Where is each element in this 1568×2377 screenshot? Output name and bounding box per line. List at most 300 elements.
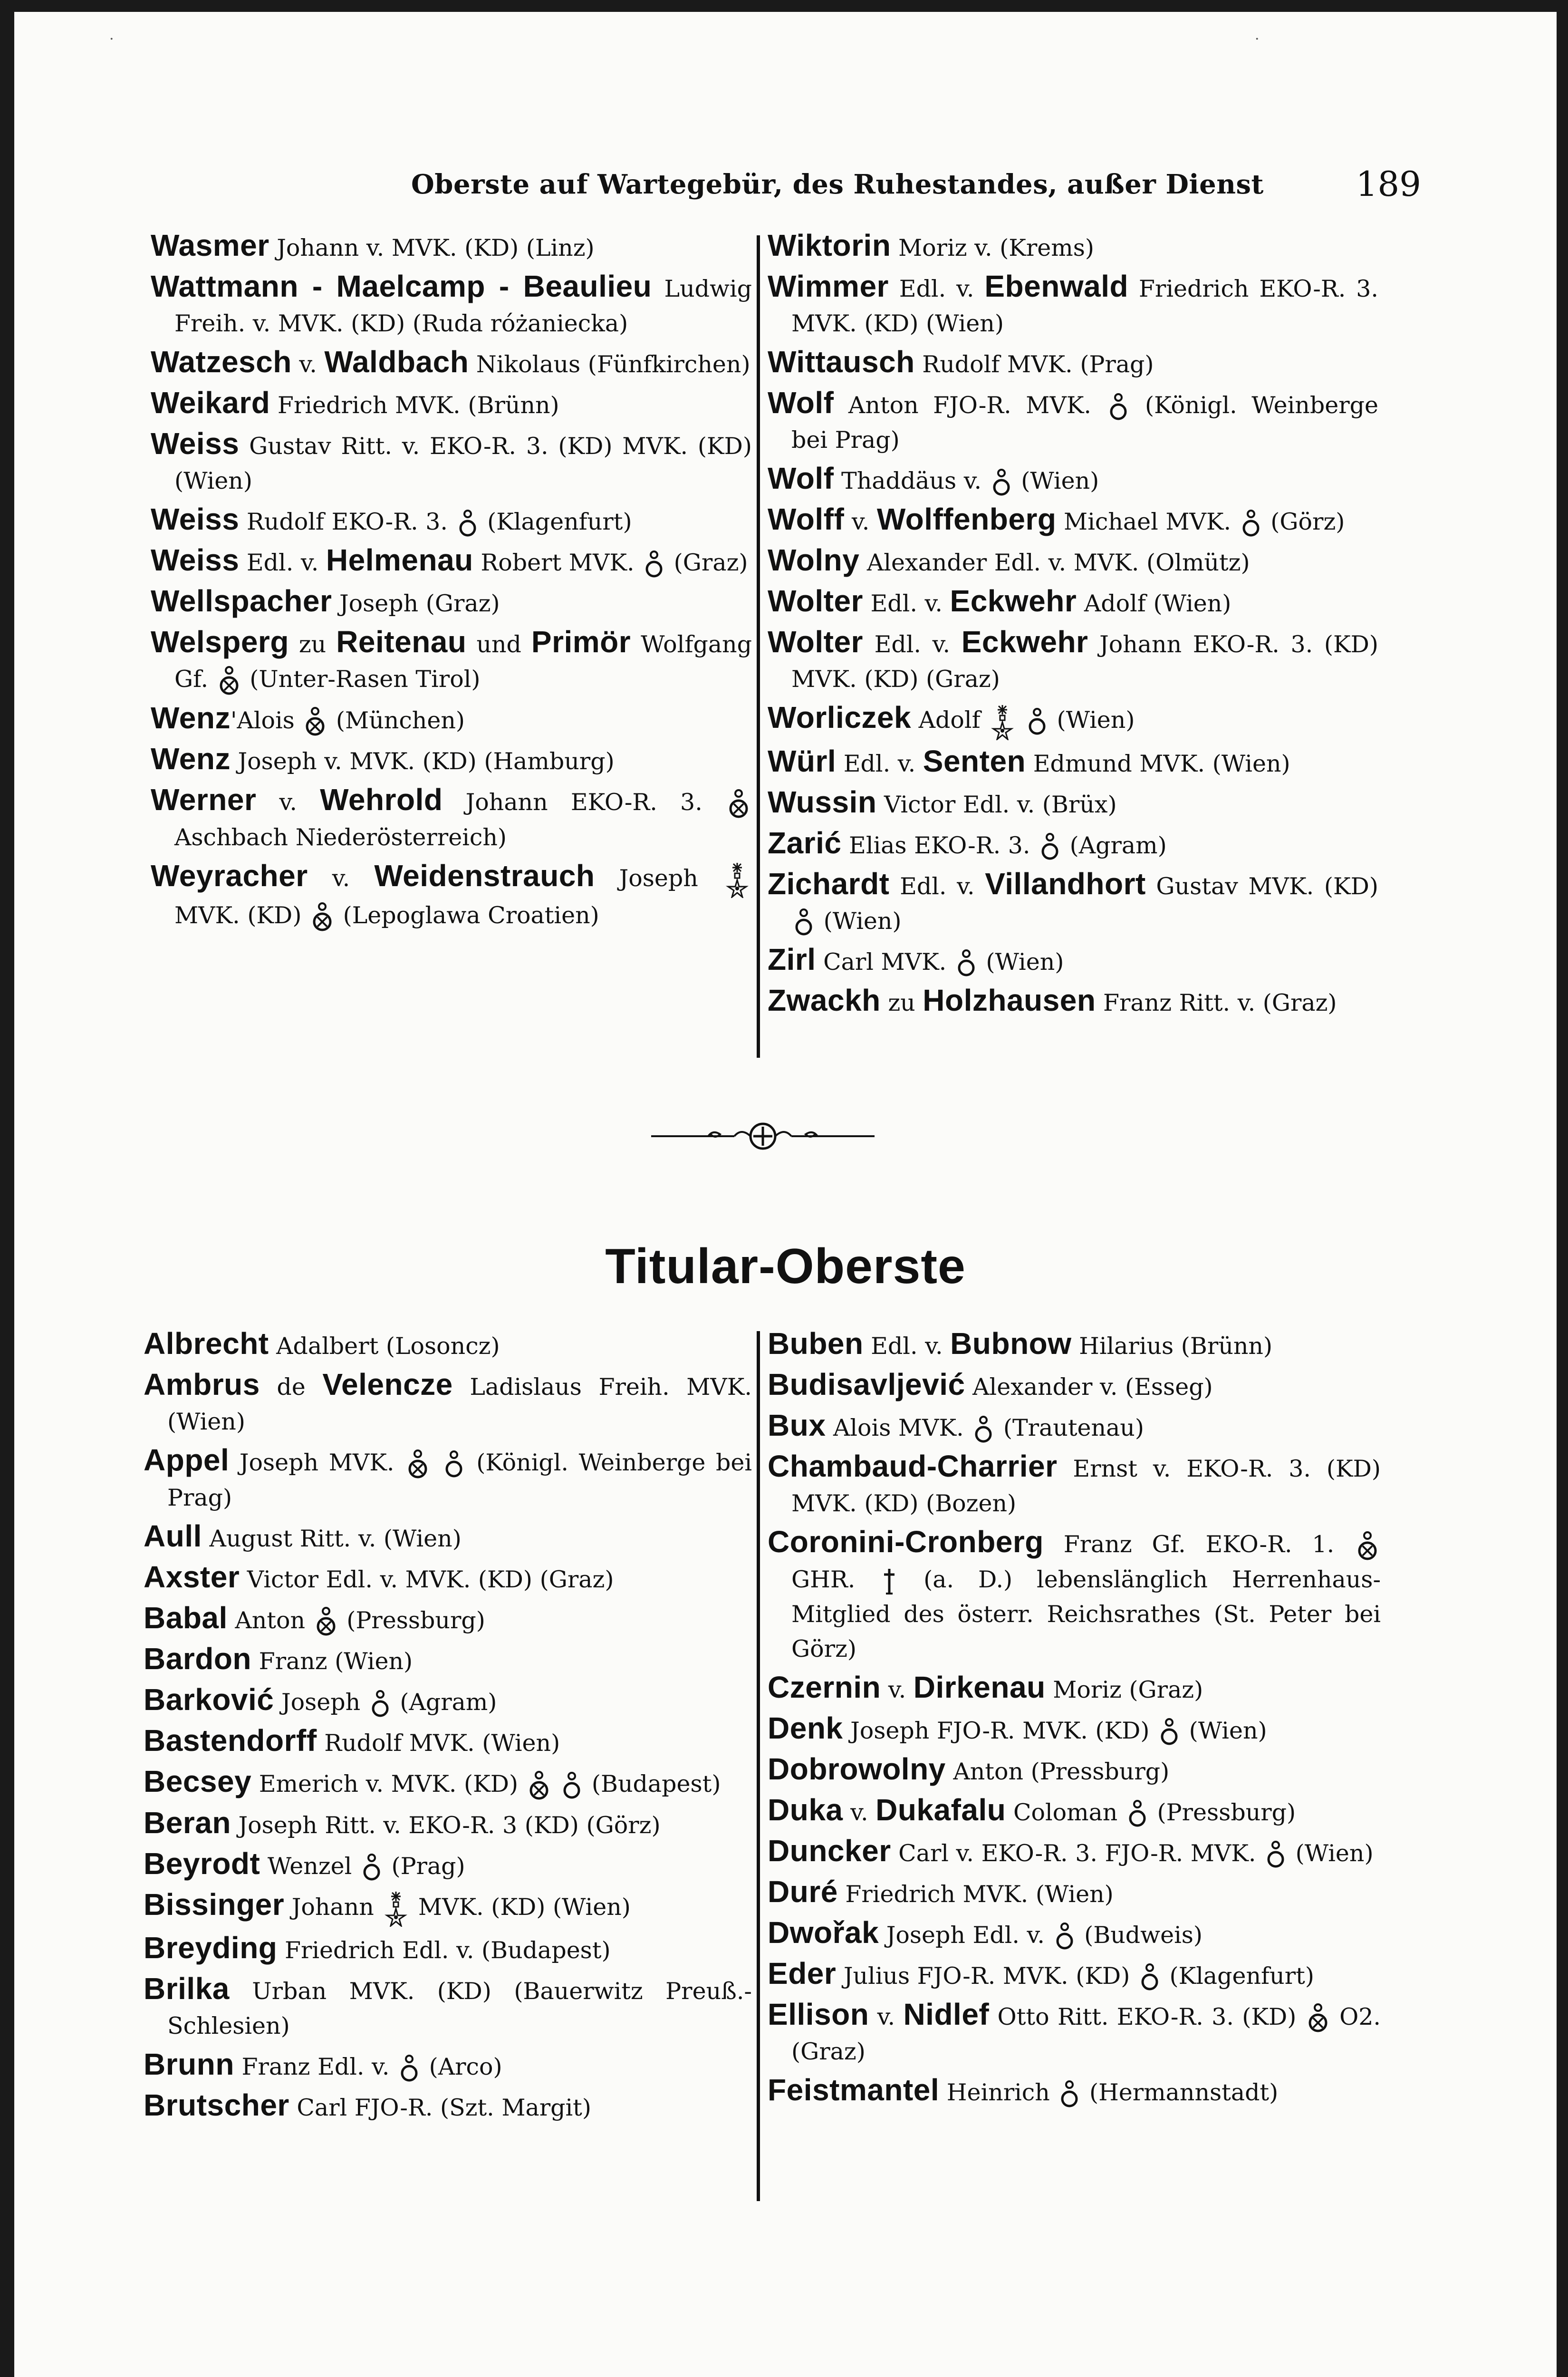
entry-surname: Wiktorin bbox=[768, 228, 891, 262]
entry-detail: (Königl. Weinberge bei Prag) bbox=[791, 392, 1378, 454]
entry-surname: Werner bbox=[151, 783, 257, 817]
medal-icon bbox=[1060, 2080, 1079, 2109]
medal-icon bbox=[458, 509, 477, 539]
entry-detail: (Pressburg) bbox=[339, 1606, 485, 1634]
entry-detail: (Agram) bbox=[392, 1689, 497, 1716]
medal-icon bbox=[1028, 707, 1047, 737]
entry-surname: Ambrus bbox=[144, 1367, 260, 1401]
entry-surname: Eder bbox=[768, 1956, 837, 1990]
latin-cross-icon bbox=[882, 1567, 896, 1595]
entry-surname: Denk bbox=[768, 1710, 843, 1745]
entry-detail: (Prag) bbox=[384, 1852, 465, 1880]
list-item bbox=[768, 345, 1378, 382]
entry-detail: Adolf bbox=[911, 706, 988, 734]
list-item bbox=[768, 1915, 1381, 1952]
entry-surname: Watzesch bbox=[151, 345, 292, 379]
entry-surname: Aull bbox=[144, 1518, 202, 1553]
entry-predicate: Wehrold bbox=[320, 783, 443, 817]
entry-surname: Dobrowolny bbox=[768, 1751, 946, 1786]
list-item bbox=[768, 1449, 1381, 1521]
list-item bbox=[768, 2073, 1381, 2110]
entry-detail: de bbox=[260, 1373, 323, 1401]
list-item bbox=[144, 2047, 752, 2084]
entry-detail bbox=[1017, 706, 1025, 734]
entry-surname: Bux bbox=[768, 1408, 826, 1442]
list-item bbox=[768, 269, 1378, 341]
entry-surname: Coronini-Cronberg bbox=[768, 1525, 1044, 1559]
medal-icon bbox=[794, 908, 813, 937]
medal-icon bbox=[957, 949, 976, 978]
list-item bbox=[768, 1997, 1381, 2069]
list-item bbox=[768, 983, 1378, 1020]
cross-medal-icon bbox=[1308, 2003, 1328, 2034]
entry-detail: Anton FJO-R. MVK. bbox=[834, 392, 1106, 419]
entry-detail: Rudolf MVK. (Prag) bbox=[914, 351, 1154, 378]
entry-detail: (Budweis) bbox=[1077, 1921, 1203, 1949]
cross-medal-icon bbox=[1357, 1531, 1378, 1562]
entry-predicate: Velencze bbox=[322, 1367, 453, 1401]
entry-detail: Julius FJO-R. MVK. (KD) bbox=[836, 1962, 1137, 1990]
entry-surname: Beran bbox=[144, 1805, 231, 1840]
entry-detail: (Trautenau) bbox=[996, 1414, 1144, 1441]
entry-detail: und bbox=[466, 631, 531, 658]
entry-predicate: Nidlef bbox=[903, 1997, 990, 2031]
entry-detail: Adolf (Wien) bbox=[1077, 590, 1231, 617]
entry-surname: Weiss bbox=[151, 543, 240, 577]
entry-detail: Wenzel bbox=[260, 1852, 359, 1880]
entry-surname: Wolff bbox=[768, 502, 845, 536]
entry-surname: Albrecht bbox=[144, 1326, 269, 1361]
entry-detail: Edl. v. bbox=[836, 750, 923, 777]
list-item bbox=[151, 783, 752, 855]
entry-detail: (Hermannstadt) bbox=[1082, 2079, 1279, 2106]
entry-detail: August Ritt. v. (Wien) bbox=[202, 1525, 462, 1552]
entry-detail: Edl. v. bbox=[239, 549, 326, 576]
list-item bbox=[768, 1408, 1381, 1445]
entry-detail: Emerich v. MVK. (KD) bbox=[251, 1770, 526, 1797]
entry-surname: Wolf bbox=[768, 386, 834, 420]
entry-surname: Zwackh bbox=[768, 983, 881, 1017]
entry-detail: Heinrich bbox=[939, 2079, 1058, 2106]
entry-detail: (Görz) bbox=[1263, 508, 1345, 535]
list-item bbox=[144, 1887, 752, 1927]
entry-detail: (a. D.) lebenslänglich Herrenhaus-Mitglied des österr. Reichsrathes (St. Peter bei Görz) bbox=[791, 1565, 1381, 1662]
entry-detail: Edl. v. bbox=[889, 872, 985, 900]
entry-surname: Weikard bbox=[151, 386, 270, 420]
list-item bbox=[144, 1443, 752, 1515]
list-item bbox=[768, 1834, 1381, 1871]
entry-detail: Urban MVK. (KD) (Bauerwitz Preuß.-Schlesien) bbox=[167, 1978, 752, 2039]
list-item bbox=[144, 1682, 752, 1720]
entry-predicate: Ebenwald bbox=[984, 269, 1129, 303]
entry-predicate: Waldbach bbox=[324, 345, 469, 379]
cross-medal-icon bbox=[529, 1770, 549, 1802]
list-item bbox=[151, 426, 752, 498]
entry-detail: (Klagenfurt) bbox=[1162, 1962, 1314, 1990]
list-item bbox=[768, 867, 1378, 938]
entry-detail: (Budapest) bbox=[584, 1770, 721, 1797]
entry-surname: Duka bbox=[768, 1792, 843, 1827]
entry-detail: Friedrich MVK. (Brünn) bbox=[270, 392, 559, 419]
medal-icon bbox=[974, 1415, 993, 1445]
entry-predicate: Eckwehr bbox=[961, 625, 1088, 659]
list-item bbox=[144, 2088, 752, 2125]
entry-surname: Weiss bbox=[151, 502, 240, 536]
entry-detail: MVK. (KD) (Wien) bbox=[411, 1893, 631, 1921]
list-item bbox=[151, 742, 752, 779]
list-item bbox=[144, 1367, 752, 1439]
entry-predicate: Reitenau bbox=[336, 625, 467, 659]
entry-detail: Nikolaus (Fünfkirchen) bbox=[469, 351, 750, 378]
list-item bbox=[144, 1601, 752, 1638]
list-item bbox=[768, 1326, 1381, 1363]
entry-detail: Friedrich EKO-R. 3. MVK. (KD) (Wien) bbox=[791, 275, 1378, 337]
list-item bbox=[768, 584, 1378, 621]
list-item bbox=[768, 700, 1378, 740]
entry-surname: Zarić bbox=[768, 825, 842, 860]
entry-detail: (Wien) bbox=[1182, 1717, 1267, 1744]
entry-predicate: Senten bbox=[923, 744, 1026, 778]
entry-detail: Carl MVK. bbox=[816, 948, 954, 976]
entry-detail: Friedrich Edl. v. (Budapest) bbox=[277, 1937, 611, 1964]
entry-detail: (Pressburg) bbox=[1149, 1798, 1296, 1826]
entry-detail: Alexander v. (Esseg) bbox=[965, 1373, 1213, 1401]
entry-detail: Alexander Edl. v. MVK. (Olmütz) bbox=[859, 549, 1250, 576]
entry-surname: Zirl bbox=[768, 942, 816, 976]
entry-detail: Franz Gf. EKO-R. 1. bbox=[1043, 1531, 1354, 1558]
list-item bbox=[768, 625, 1378, 696]
list-item bbox=[144, 1846, 752, 1884]
entry-detail: v. bbox=[308, 864, 375, 892]
entry-surname: Weiss bbox=[151, 426, 240, 461]
entry-detail: Moriz v. (Krems) bbox=[891, 234, 1095, 261]
entry-detail: Otto Ritt. EKO-R. 3. (KD) bbox=[989, 2003, 1305, 2030]
entry-detail: zu bbox=[880, 989, 923, 1016]
entry-detail: (Agram) bbox=[1062, 831, 1167, 859]
cross-medal-icon bbox=[407, 1449, 428, 1480]
page-header bbox=[14, 164, 1557, 204]
entry-surname: Wasmer bbox=[151, 228, 269, 262]
entry-detail: Edmund MVK. (Wien) bbox=[1026, 750, 1290, 777]
list-item bbox=[768, 1956, 1381, 1993]
medal-icon bbox=[1140, 1963, 1159, 1992]
entry-surname: Bissinger bbox=[144, 1887, 285, 1922]
entry-detail: Edl. v. bbox=[888, 275, 985, 302]
entry-predicate: Primör bbox=[531, 625, 631, 659]
entry-detail: Joseph FJO-R. MVK. (KD) bbox=[843, 1717, 1157, 1744]
entry-detail: Edl. v. bbox=[863, 1333, 951, 1360]
entry-surname: Welsperg bbox=[151, 625, 289, 659]
entry-detail: Anton bbox=[227, 1606, 313, 1634]
entry-detail: Carl FJO-R. (Szt. Margit) bbox=[289, 2094, 591, 2121]
medal-icon bbox=[645, 550, 664, 580]
list-item bbox=[144, 1971, 752, 2043]
entry-detail: (Königl. Weinberge bei Prag) bbox=[167, 1449, 752, 1511]
list-item bbox=[768, 386, 1378, 457]
entry-predicate: Dukafalu bbox=[875, 1792, 1006, 1827]
list-item bbox=[768, 1367, 1381, 1404]
entry-surname: Würl bbox=[768, 744, 837, 778]
entry-detail: Johann v. MVK. (KD) (Linz) bbox=[269, 234, 595, 261]
entry-detail: Gustav Ritt. v. EKO-R. 3. (KD) MVK. (KD) (Wien) bbox=[174, 433, 752, 494]
entry-detail: Ludwig Freih. v. MVK. (KD) (Ruda różaniecka) bbox=[174, 275, 752, 337]
section1-right-column bbox=[768, 228, 1378, 1024]
entry-detail: (Wien) bbox=[978, 948, 1064, 976]
list-item bbox=[144, 1519, 752, 1556]
entry-detail: Alois MVK. bbox=[826, 1414, 972, 1441]
section-title: Titular-Oberste bbox=[605, 1239, 966, 1294]
entry-surname: Babal bbox=[144, 1600, 228, 1635]
entry-predicate: Holzhausen bbox=[923, 983, 1096, 1017]
list-item bbox=[151, 386, 752, 423]
column-rule bbox=[757, 235, 760, 1058]
list-item bbox=[768, 1525, 1381, 1666]
entry-detail: (Unter-Rasen Tirol) bbox=[242, 666, 481, 693]
entry-surname: Appel bbox=[144, 1443, 230, 1477]
list-item bbox=[144, 1806, 752, 1843]
entry-predicate: Helmenau bbox=[326, 543, 473, 577]
entry-detail: v. bbox=[844, 508, 877, 535]
list-item bbox=[151, 543, 752, 580]
entry-surname: Axster bbox=[144, 1559, 240, 1594]
entry-detail: Gustav MVK. (KD) bbox=[1145, 872, 1378, 900]
medal-icon bbox=[1266, 1840, 1285, 1870]
entry-detail: Wolfgang Gf. bbox=[174, 631, 752, 693]
entry-surname: Wellspacher bbox=[151, 584, 332, 618]
entry-surname: Wolny bbox=[768, 543, 860, 577]
entry-surname: Chambaud-Charrier bbox=[768, 1449, 1058, 1483]
entry-detail: Hilarius (Brünn) bbox=[1071, 1333, 1273, 1360]
medal-icon bbox=[1241, 509, 1260, 539]
list-item bbox=[768, 744, 1378, 781]
star-decoration-icon bbox=[725, 862, 749, 898]
entry-surname: Czernin bbox=[768, 1670, 881, 1704]
print-speck: · bbox=[109, 31, 114, 48]
document-page bbox=[14, 12, 1557, 2377]
entry-detail: Edl. v. bbox=[863, 631, 962, 658]
entry-detail: v. bbox=[881, 1676, 914, 1703]
list-item bbox=[144, 1326, 752, 1363]
list-item bbox=[768, 1670, 1381, 1707]
entry-detail: Franz Ritt. v. (Graz) bbox=[1096, 989, 1337, 1016]
entry-surname: Wolf bbox=[768, 461, 834, 495]
entry-surname: Wenz bbox=[151, 700, 231, 735]
entry-surname: Worliczek bbox=[768, 700, 912, 734]
entry-predicate: Bubnow bbox=[950, 1326, 1072, 1361]
entry-surname: Brunn bbox=[144, 2047, 234, 2081]
medal-icon bbox=[371, 1690, 390, 1719]
entry-surname: Bardon bbox=[144, 1642, 251, 1676]
entry-detail: Moriz (Graz) bbox=[1045, 1676, 1203, 1703]
entry-surname: Wussin bbox=[768, 784, 877, 819]
list-item bbox=[151, 269, 752, 341]
entry-detail: GHR. bbox=[791, 1565, 880, 1593]
section1-left-column bbox=[151, 228, 752, 937]
entry-surname: Zichardt bbox=[768, 866, 890, 901]
running-head: Oberste auf Wartegebür, des Ruhestandes, außer Dienst bbox=[411, 169, 1264, 200]
list-item bbox=[144, 1723, 752, 1760]
entry-detail: Victor Edl. v. MVK. (KD) (Graz) bbox=[240, 1565, 614, 1593]
entry-detail: (Wien) bbox=[816, 907, 902, 935]
list-item bbox=[768, 1875, 1381, 1912]
entry-surname: Wittausch bbox=[768, 345, 915, 379]
entry-detail: Joseph bbox=[595, 864, 722, 892]
entry-detail: Adalbert (Losoncz) bbox=[269, 1333, 500, 1360]
entry-detail: Elias EKO-R. 3. bbox=[841, 831, 1038, 859]
entry-surname: Beyrodt bbox=[144, 1846, 260, 1881]
column-rule bbox=[757, 1331, 760, 2201]
list-item bbox=[151, 625, 752, 697]
entry-surname: Duré bbox=[768, 1874, 838, 1909]
entry-surname: Budisavljević bbox=[768, 1367, 965, 1401]
list-item bbox=[768, 461, 1378, 498]
entry-surname: Weyracher bbox=[151, 858, 308, 893]
entry-detail bbox=[552, 1770, 560, 1797]
entry-detail bbox=[431, 1449, 442, 1476]
entry-detail: Joseph (Graz) bbox=[332, 590, 500, 617]
entry-surname: Brilka bbox=[144, 1971, 230, 2006]
list-item bbox=[151, 228, 752, 265]
cross-medal-icon bbox=[312, 902, 333, 933]
list-item bbox=[768, 502, 1378, 539]
medal-icon bbox=[362, 1853, 381, 1883]
medal-icon bbox=[1160, 1718, 1179, 1747]
entry-detail: Aschbach Niederösterreich) bbox=[174, 823, 507, 851]
list-item bbox=[144, 1642, 752, 1679]
cross-medal-icon bbox=[728, 789, 749, 820]
entry-surname: Ellison bbox=[768, 1997, 869, 2031]
star-decoration-icon bbox=[991, 704, 1014, 740]
list-item bbox=[768, 942, 1378, 979]
entry-detail: 'Alois bbox=[230, 706, 302, 734]
entry-predicate: Eckwehr bbox=[950, 584, 1077, 618]
entry-detail: Joseph bbox=[274, 1689, 368, 1716]
list-item bbox=[768, 228, 1378, 265]
entry-surname: Wenz bbox=[151, 742, 231, 776]
entry-detail: (München) bbox=[328, 706, 465, 734]
list-item bbox=[151, 345, 752, 382]
list-item bbox=[768, 1752, 1381, 1789]
entry-detail: (Graz) bbox=[666, 549, 748, 576]
entry-detail: O2. (Graz) bbox=[791, 2003, 1381, 2065]
entry-surname: Brutscher bbox=[144, 2088, 289, 2122]
entry-detail: Robert MVK. bbox=[473, 549, 642, 576]
entry-surname: Wimmer bbox=[768, 269, 889, 303]
cross-medal-icon bbox=[219, 666, 240, 697]
page-number: 189 bbox=[1356, 164, 1421, 204]
entry-surname: Barković bbox=[144, 1682, 274, 1717]
entry-detail: Thaddäus v. bbox=[834, 467, 989, 494]
entry-detail: Joseph Ritt. v. EKO-R. 3 (KD) (Görz) bbox=[231, 1811, 661, 1839]
section2-left-column bbox=[144, 1326, 752, 2129]
list-item bbox=[768, 785, 1378, 822]
section2-right-column bbox=[768, 1326, 1381, 2114]
entry-detail: Carl v. EKO-R. 3. FJO-R. MVK. bbox=[891, 1839, 1264, 1867]
entry-detail: Franz Edl. v. bbox=[234, 2053, 397, 2080]
entry-detail: (Wien) bbox=[1288, 1839, 1374, 1867]
entry-detail: Rudolf MVK. (Wien) bbox=[317, 1730, 560, 1757]
entry-detail: Coloman bbox=[1006, 1798, 1125, 1826]
cross-medal-icon bbox=[305, 706, 326, 738]
list-item bbox=[768, 826, 1378, 863]
entry-detail: v. bbox=[256, 789, 320, 816]
list-item bbox=[768, 1793, 1381, 1830]
entry-detail: (Lepoglawa Croatien) bbox=[336, 902, 599, 929]
list-item bbox=[151, 701, 752, 738]
entry-predicate: Villandhort bbox=[985, 866, 1146, 901]
entry-detail: v. bbox=[291, 351, 325, 378]
entry-detail: Franz (Wien) bbox=[251, 1648, 413, 1675]
entry-detail: Michael MVK. bbox=[1056, 508, 1239, 535]
entry-detail: Ladislaus Freih. MVK. (Wien) bbox=[167, 1373, 752, 1435]
entry-predicate: Dirkenau bbox=[913, 1670, 1046, 1704]
list-item bbox=[768, 543, 1378, 580]
medal-icon bbox=[400, 2054, 419, 2084]
medal-icon bbox=[1055, 1922, 1074, 1952]
list-item bbox=[144, 1931, 752, 1968]
entry-predicate: Weidenstrauch bbox=[374, 858, 595, 893]
list-item bbox=[151, 502, 752, 539]
entry-detail: Anton (Pressburg) bbox=[945, 1758, 1170, 1785]
entry-detail: (Arco) bbox=[422, 2053, 502, 2080]
medal-icon bbox=[562, 1771, 581, 1801]
entry-detail: zu bbox=[289, 631, 337, 658]
entry-surname: Wattmann - Maelcamp - Beaulieu bbox=[151, 269, 652, 303]
entry-surname: Duncker bbox=[768, 1833, 891, 1868]
entry-detail: Joseph MVK. bbox=[229, 1449, 405, 1476]
entry-surname: Feistmantel bbox=[768, 2073, 940, 2107]
print-speck: · bbox=[1255, 31, 1260, 48]
medal-icon bbox=[1109, 393, 1128, 422]
entry-detail: Edl. v. bbox=[863, 590, 950, 617]
list-item bbox=[768, 1711, 1381, 1748]
cross-medal-icon bbox=[316, 1606, 337, 1638]
entry-detail: (Wien) bbox=[1049, 706, 1135, 734]
list-item bbox=[151, 584, 752, 621]
medal-icon bbox=[1128, 1799, 1147, 1829]
entry-detail: Johann EKO-R. 3. (KD) MVK. (KD) (Graz) bbox=[791, 631, 1378, 693]
medal-icon bbox=[992, 468, 1011, 498]
entry-surname: Buben bbox=[768, 1326, 864, 1361]
entry-detail: v. bbox=[869, 2003, 904, 2030]
entry-surname: Wolter bbox=[768, 584, 863, 618]
entry-detail: Joseph v. MVK. (KD) (Hamburg) bbox=[230, 748, 615, 775]
entry-detail: Joseph Edl. v. bbox=[879, 1921, 1052, 1949]
entry-detail: Friedrich MVK. (Wien) bbox=[837, 1880, 1114, 1908]
list-item bbox=[151, 859, 752, 933]
entry-surname: Dwořak bbox=[768, 1915, 879, 1950]
list-item bbox=[144, 1560, 752, 1597]
list-item bbox=[144, 1764, 752, 1802]
entry-detail: Rudolf EKO-R. 3. bbox=[239, 508, 455, 535]
entry-detail: MVK. (KD) bbox=[174, 902, 309, 929]
entry-detail: Ernst v. EKO-R. 3. (KD) MVK. (KD) (Bozen) bbox=[791, 1455, 1381, 1517]
entry-surname: Wolter bbox=[768, 625, 863, 659]
entry-detail: Victor Edl. v. (Brüx) bbox=[876, 791, 1117, 818]
star-decoration-icon bbox=[384, 1891, 408, 1927]
entry-detail: Johann bbox=[284, 1893, 382, 1921]
entry-surname: Becsey bbox=[144, 1764, 252, 1798]
entry-surname: Bastendorff bbox=[144, 1723, 317, 1758]
ornament-divider bbox=[651, 1120, 875, 1153]
entry-detail: (Wien) bbox=[1013, 467, 1099, 494]
medal-icon bbox=[1040, 832, 1059, 862]
medal-icon bbox=[444, 1450, 463, 1479]
entry-predicate: Wolffenberg bbox=[876, 502, 1057, 536]
entry-surname: Breyding bbox=[144, 1931, 278, 1965]
entry-detail: (Klagenfurt) bbox=[480, 508, 632, 535]
entry-detail: Johann EKO-R. 3. bbox=[443, 789, 725, 816]
